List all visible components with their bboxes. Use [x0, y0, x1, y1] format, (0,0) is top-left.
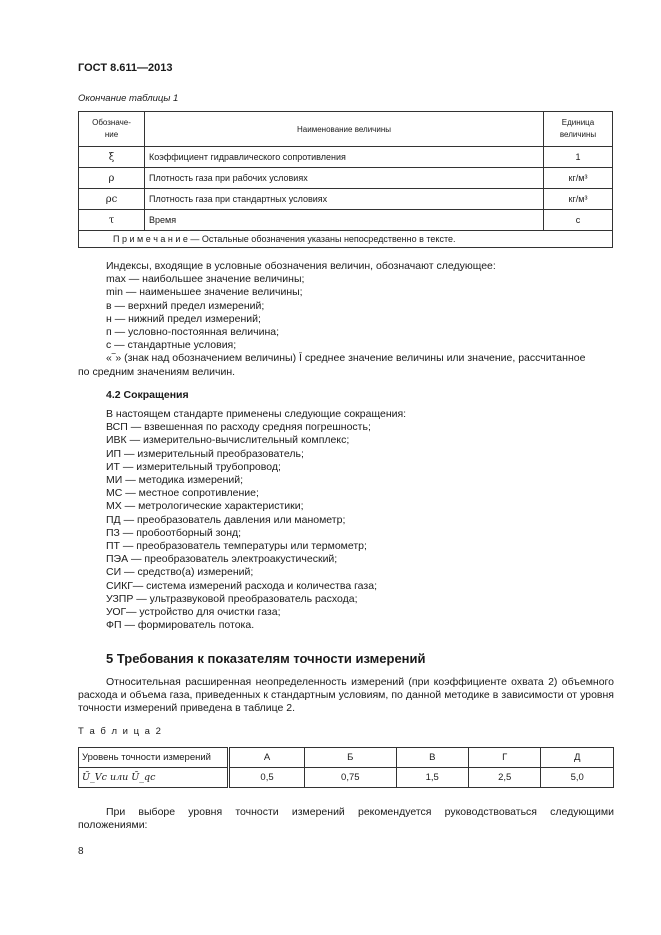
list-item: МС — местное сопротивление;	[106, 487, 259, 500]
table2-caption: Т а б л и ц а 2	[78, 726, 163, 737]
list-item: с — стандартные условия;	[106, 339, 237, 352]
list-item: СИ — средство(а) измерений;	[106, 566, 254, 579]
list-item: н — нижний предел измерений;	[106, 312, 261, 325]
table2-level: Г	[468, 748, 540, 768]
table2-value: 5,0	[541, 768, 614, 788]
table2-value: 0,75	[305, 768, 396, 788]
row-name: Плотность газа при стандартных условиях	[145, 189, 544, 210]
section-5-after-paragraph: При выборе уровня точности измерений рекомендуется руководствоваться следующими положениями:	[78, 806, 614, 832]
table2-level: А	[229, 748, 305, 768]
section-5-title: 5 Требования к показателям точности измерений	[106, 651, 426, 666]
section-5-paragraph: Относительная расширенная неопределенность измерений (при коэффициенте охвата 2) объемного расхода и объема газа, приведенных к стандартным условиям, по данной методике в зависимости от уровня точности измерений приведена в таблице 2.	[78, 676, 614, 715]
table-row	[79, 210, 613, 231]
row-symbol: τ	[79, 210, 145, 231]
row-symbol: ρ	[79, 168, 145, 189]
head-unit-text: Единица величины	[559, 118, 597, 139]
list-item: п — условно-постоянная величина;	[106, 326, 280, 339]
table1-note-row	[79, 231, 613, 248]
list-item: СИКГ— система измерений расхода и количества газа;	[106, 579, 377, 592]
table1-note: П р и м е ч а н и е — Остальные обозначения указаны непосредственно в тексте.	[79, 231, 613, 248]
table1-head-name: Наименование величины	[145, 112, 544, 147]
abbreviations-block	[78, 408, 614, 632]
table2-level: Б	[305, 748, 396, 768]
row-symbol: ρс	[79, 189, 145, 210]
row-unit: с	[544, 210, 613, 231]
list-item: УЗПР — ультразвуковой преобразователь расхода;	[106, 592, 358, 605]
list-item: ПТ — преобразователь температуры или термометр;	[106, 540, 367, 553]
table1-head-symbol	[79, 112, 145, 147]
table2-level: Д	[541, 748, 614, 768]
table1	[78, 111, 613, 248]
table2-level: В	[396, 748, 468, 768]
list-item: ПЭА — преобразователь электроакустический;	[106, 553, 338, 566]
row-unit: 1	[544, 147, 613, 168]
table-row	[79, 168, 613, 189]
list-item: ВСП — взвешенная по расходу средняя погрешность;	[106, 421, 371, 434]
indices-overbar-line-cont: по средним значениям величин.	[78, 365, 236, 378]
row-unit: кг/м³	[544, 189, 613, 210]
list-item: МИ — методика измерений;	[106, 474, 244, 487]
table2-value: 2,5	[468, 768, 540, 788]
row-name: Время	[145, 210, 544, 231]
head-symbol-text: Обозначе- ние	[92, 118, 131, 139]
table1-header-row	[79, 112, 613, 147]
table2-value: 0,5	[229, 768, 305, 788]
row-name: Плотность газа при рабочих условиях	[145, 168, 544, 189]
list-item: ИТ — измерительный трубопровод;	[106, 460, 281, 473]
table1-head-unit	[544, 112, 613, 147]
list-item: ИП — измерительный преобразователь;	[106, 447, 304, 460]
table2-header-row	[79, 748, 614, 768]
row-name: Коэффициент гидравлического сопротивления	[145, 147, 544, 168]
row-unit: кг/м³	[544, 168, 613, 189]
list-item: в — верхний предел измерений;	[106, 299, 265, 312]
section-4-2-title: 4.2 Сокращения	[106, 389, 189, 401]
table2	[78, 747, 614, 788]
list-item: min — наименьшее значение величины;	[106, 286, 303, 299]
list-item: ФП — формирователь потока.	[106, 619, 255, 632]
list-item: ПЗ — пробоотборный зонд;	[106, 526, 242, 539]
row-symbol: ξ	[79, 147, 145, 168]
table-row	[79, 147, 613, 168]
list-item: МХ — метрологические характеристики;	[106, 500, 304, 513]
table-row	[79, 189, 613, 210]
table2-row-label: Ũ_Vc или Ũ_qc	[79, 768, 229, 788]
indices-block	[78, 260, 614, 379]
list-item: ИВК — измерительно-вычислительный комплекс;	[106, 434, 350, 447]
list-item: УОГ— устройство для очистки газа;	[106, 606, 281, 619]
table1-caption: Окончание таблицы 1	[78, 93, 179, 104]
indices-overbar-line: «‾» (знак над обозначением величины) Ī среднее значение величины или значение, рассчитанное	[106, 352, 586, 365]
list-item: ПД — преобразователь давления или манометр;	[106, 513, 346, 526]
table2-value: 1,5	[396, 768, 468, 788]
page-number: 8	[78, 846, 84, 857]
abbreviations-intro: В настоящем стандарте применены следующие сокращения:	[106, 408, 407, 420]
table2-value-row	[79, 768, 614, 788]
document-code: ГОСТ 8.611—2013	[78, 62, 173, 74]
table2-head-label: Уровень точности измерений	[79, 748, 229, 768]
indices-intro: Индексы, входящие в условные обозначения величин, обозначают следующее:	[106, 260, 496, 272]
list-item: max — наибольшее значение величины;	[106, 273, 305, 286]
